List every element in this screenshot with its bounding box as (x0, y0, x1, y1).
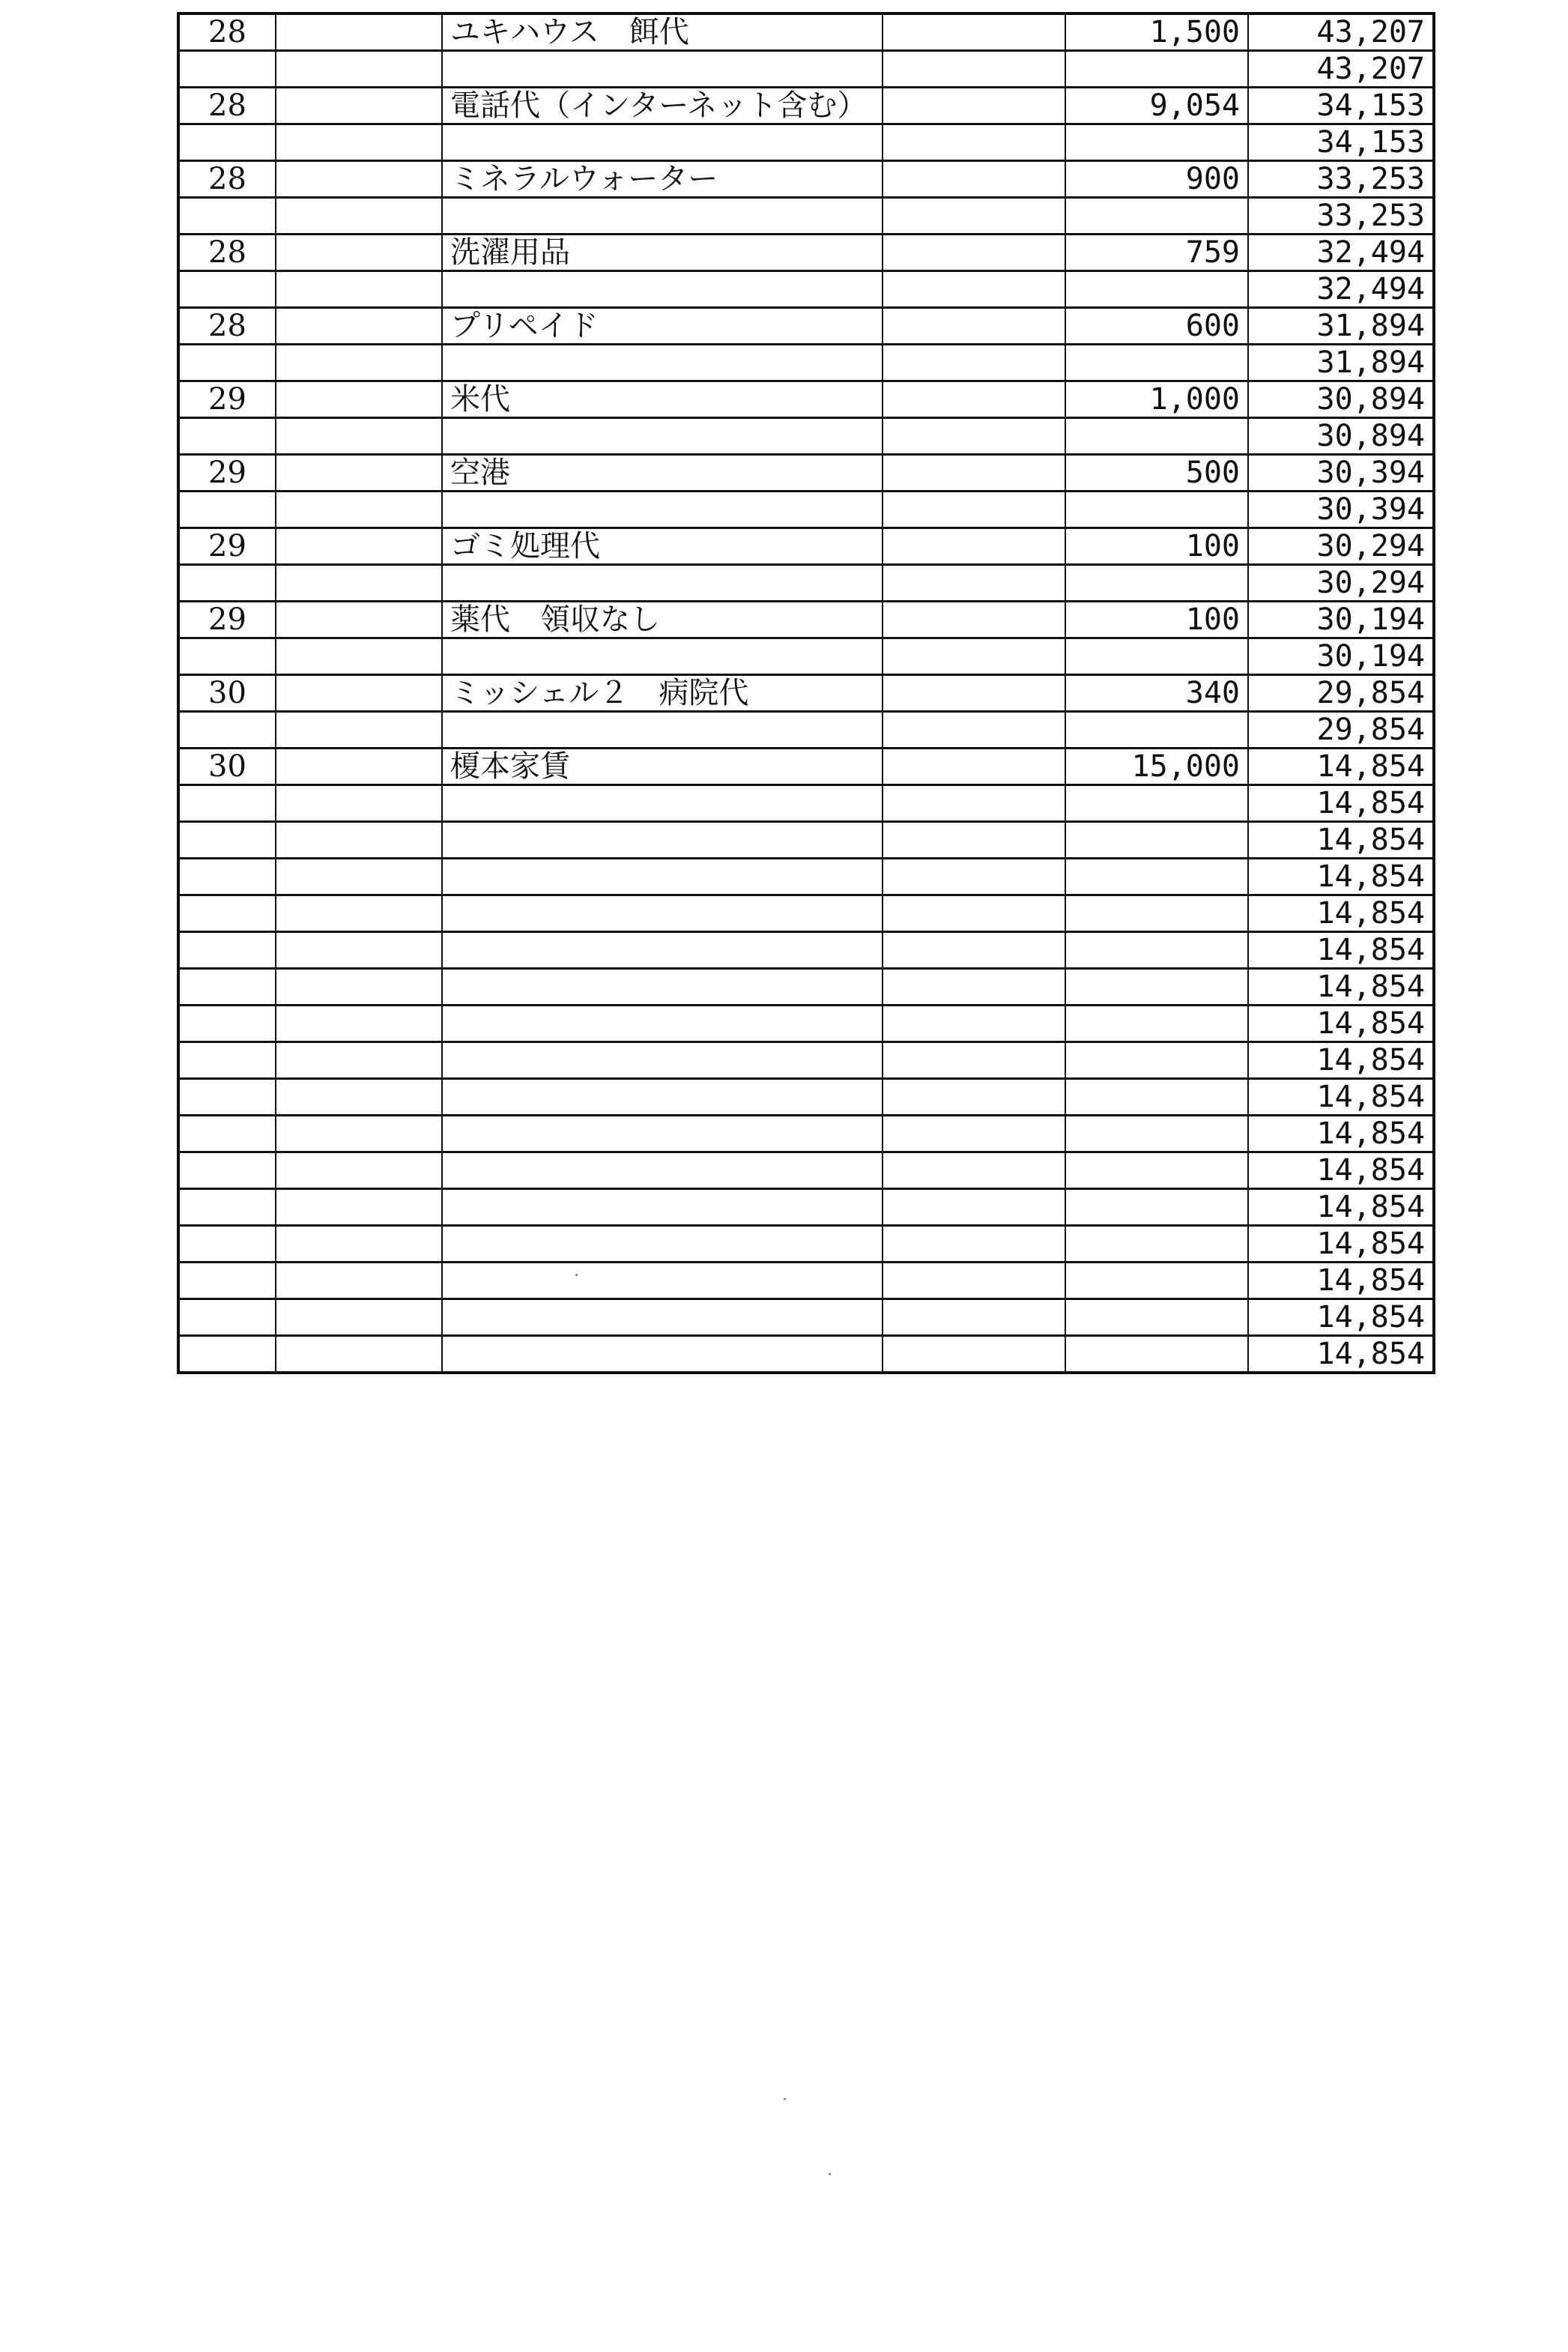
day-cell: 28 (178, 235, 276, 271)
day-cell (178, 1226, 276, 1263)
amount-cell (1065, 895, 1248, 932)
item-cell: ミネラルウォーター (442, 161, 883, 198)
amount-cell (1065, 1226, 1248, 1263)
memo-cell (883, 235, 1065, 271)
memo-cell (883, 124, 1065, 161)
amount-cell (1065, 1152, 1248, 1189)
amount-cell (1065, 1116, 1248, 1152)
balance-cell: 43,207 (1248, 51, 1434, 88)
ledger-row (178, 749, 1434, 785)
balance-cell: 14,854 (1248, 1263, 1434, 1299)
memo-cell (883, 1336, 1065, 1373)
blank-cell (276, 345, 442, 381)
blank-cell (276, 1006, 442, 1042)
balance-cell: 34,153 (1248, 88, 1434, 124)
ledger-row (178, 161, 1434, 198)
balance-cell: 30,194 (1248, 602, 1434, 638)
memo-cell (883, 1299, 1065, 1336)
amount-cell (1065, 271, 1248, 308)
memo-cell (883, 565, 1065, 602)
ledger-row (178, 1226, 1434, 1263)
day-cell: 30 (178, 749, 276, 785)
balance-cell: 14,854 (1248, 1189, 1434, 1226)
amount-cell (1065, 51, 1248, 88)
ledger-row (178, 602, 1434, 638)
blank-cell (276, 675, 442, 712)
blank-cell (276, 51, 442, 88)
blank-cell (276, 1079, 442, 1116)
balance-cell: 30,894 (1248, 418, 1434, 455)
amount-cell (1065, 1006, 1248, 1042)
amount-cell (1065, 712, 1248, 749)
blank-cell (276, 455, 442, 492)
blank-cell (276, 418, 442, 455)
amount-cell: 600 (1065, 308, 1248, 345)
amount-cell (1065, 785, 1248, 822)
blank-cell (276, 235, 442, 271)
day-cell (178, 1006, 276, 1042)
expense-ledger-table (177, 12, 1435, 1374)
amount-cell: 9,054 (1065, 88, 1248, 124)
ledger-row (178, 1189, 1434, 1226)
amount-cell: 1,500 (1065, 13, 1248, 51)
blank-cell (276, 822, 442, 859)
amount-cell (1065, 1299, 1248, 1336)
ledger-row (178, 932, 1434, 969)
ledger-row (178, 528, 1434, 565)
memo-cell (883, 88, 1065, 124)
memo-cell (883, 1152, 1065, 1189)
blank-cell (276, 271, 442, 308)
blank-cell (276, 638, 442, 675)
memo-cell (883, 418, 1065, 455)
day-cell (178, 1152, 276, 1189)
memo-cell (883, 932, 1065, 969)
scan-speck (784, 2098, 786, 2100)
blank-cell (276, 1263, 442, 1299)
memo-cell (883, 13, 1065, 51)
amount-cell (1065, 345, 1248, 381)
ledger-row (178, 51, 1434, 88)
amount-cell (1065, 638, 1248, 675)
ledger-row (178, 492, 1434, 528)
day-cell (178, 969, 276, 1006)
day-cell (178, 345, 276, 381)
ledger-row (178, 418, 1434, 455)
item-cell (442, 1042, 883, 1079)
blank-cell (276, 895, 442, 932)
ledger-row (178, 1336, 1434, 1373)
blank-cell (276, 13, 442, 51)
item-cell (442, 198, 883, 235)
blank-cell (276, 1152, 442, 1189)
day-cell (178, 1189, 276, 1226)
blank-cell (276, 1336, 442, 1373)
blank-cell (276, 308, 442, 345)
memo-cell (883, 308, 1065, 345)
amount-cell (1065, 565, 1248, 602)
day-cell (178, 198, 276, 235)
blank-cell (276, 1226, 442, 1263)
balance-cell: 32,494 (1248, 235, 1434, 271)
blank-cell (276, 749, 442, 785)
scan-speck (829, 2173, 831, 2175)
blank-cell (276, 381, 442, 418)
balance-cell: 29,854 (1248, 712, 1434, 749)
day-cell (178, 895, 276, 932)
day-cell (178, 492, 276, 528)
ledger-row (178, 969, 1434, 1006)
day-cell: 29 (178, 602, 276, 638)
amount-cell (1065, 1079, 1248, 1116)
blank-cell (276, 88, 442, 124)
ledger-row (178, 124, 1434, 161)
day-cell (178, 932, 276, 969)
day-cell: 28 (178, 88, 276, 124)
ledger-row (178, 198, 1434, 235)
blank-cell (276, 785, 442, 822)
blank-cell (276, 1299, 442, 1336)
memo-cell (883, 602, 1065, 638)
memo-cell (883, 1189, 1065, 1226)
blank-cell (276, 124, 442, 161)
balance-cell: 32,494 (1248, 271, 1434, 308)
ledger-row (178, 1079, 1434, 1116)
blank-cell (276, 859, 442, 895)
amount-cell: 15,000 (1065, 749, 1248, 785)
day-cell (178, 1079, 276, 1116)
ledger-row (178, 345, 1434, 381)
day-cell: 29 (178, 455, 276, 492)
item-cell (442, 492, 883, 528)
memo-cell (883, 1006, 1065, 1042)
item-cell: プリペイド (442, 308, 883, 345)
ledger-row (178, 859, 1434, 895)
memo-cell (883, 675, 1065, 712)
blank-cell (276, 1116, 442, 1152)
amount-cell: 340 (1065, 675, 1248, 712)
item-cell (442, 124, 883, 161)
item-cell (442, 822, 883, 859)
blank-cell (276, 712, 442, 749)
amount-cell (1065, 492, 1248, 528)
ledger-row (178, 1116, 1434, 1152)
day-cell (178, 1299, 276, 1336)
balance-cell: 33,253 (1248, 198, 1434, 235)
ledger-row (178, 638, 1434, 675)
item-cell (442, 785, 883, 822)
memo-cell (883, 198, 1065, 235)
item-cell (442, 1079, 883, 1116)
memo-cell (883, 785, 1065, 822)
day-cell (178, 638, 276, 675)
day-cell (178, 859, 276, 895)
balance-cell: 30,294 (1248, 528, 1434, 565)
memo-cell (883, 1042, 1065, 1079)
blank-cell (276, 932, 442, 969)
day-cell (178, 1263, 276, 1299)
amount-cell: 100 (1065, 602, 1248, 638)
day-cell (178, 1336, 276, 1373)
blank-cell (276, 1042, 442, 1079)
blank-cell (276, 528, 442, 565)
day-cell (178, 418, 276, 455)
memo-cell (883, 749, 1065, 785)
memo-cell (883, 1263, 1065, 1299)
item-cell (442, 638, 883, 675)
day-cell (178, 51, 276, 88)
memo-cell (883, 345, 1065, 381)
amount-cell (1065, 1189, 1248, 1226)
amount-cell: 900 (1065, 161, 1248, 198)
balance-cell: 14,854 (1248, 969, 1434, 1006)
ledger-row (178, 271, 1434, 308)
amount-cell (1065, 418, 1248, 455)
ledger-row (178, 712, 1434, 749)
blank-cell (276, 969, 442, 1006)
day-cell: 28 (178, 161, 276, 198)
item-cell (442, 1299, 883, 1336)
item-cell: 薬代 領収なし (442, 602, 883, 638)
amount-cell (1065, 859, 1248, 895)
day-cell (178, 565, 276, 602)
item-cell (442, 932, 883, 969)
memo-cell (883, 822, 1065, 859)
day-cell: 30 (178, 675, 276, 712)
scan-speck (575, 1274, 578, 1276)
balance-cell: 14,854 (1248, 932, 1434, 969)
balance-cell: 14,854 (1248, 1299, 1434, 1336)
balance-cell: 14,854 (1248, 1226, 1434, 1263)
memo-cell (883, 381, 1065, 418)
ledger-body (178, 13, 1434, 1373)
ledger-row (178, 895, 1434, 932)
ledger-row (178, 381, 1434, 418)
day-cell (178, 712, 276, 749)
item-cell (442, 1263, 883, 1299)
amount-cell (1065, 198, 1248, 235)
balance-cell: 30,294 (1248, 565, 1434, 602)
amount-cell (1065, 1263, 1248, 1299)
balance-cell: 30,394 (1248, 455, 1434, 492)
blank-cell (276, 565, 442, 602)
item-cell: ミッシェル２ 病院代 (442, 675, 883, 712)
amount-cell: 1,000 (1065, 381, 1248, 418)
ledger-row (178, 1263, 1434, 1299)
amount-cell (1065, 969, 1248, 1006)
day-cell (178, 124, 276, 161)
blank-cell (276, 602, 442, 638)
ledger-row (178, 675, 1434, 712)
memo-cell (883, 492, 1065, 528)
ledger-row (178, 1299, 1434, 1336)
memo-cell (883, 895, 1065, 932)
item-cell (442, 1006, 883, 1042)
balance-cell: 14,854 (1248, 785, 1434, 822)
ledger-row (178, 308, 1434, 345)
day-cell (178, 1042, 276, 1079)
ledger-row (178, 1152, 1434, 1189)
balance-cell: 33,253 (1248, 161, 1434, 198)
ledger-row (178, 88, 1434, 124)
day-cell: 29 (178, 528, 276, 565)
blank-cell (276, 492, 442, 528)
balance-cell: 29,854 (1248, 675, 1434, 712)
blank-cell (276, 198, 442, 235)
item-cell: 空港 (442, 455, 883, 492)
balance-cell: 14,854 (1248, 1116, 1434, 1152)
item-cell (442, 1116, 883, 1152)
item-cell (442, 565, 883, 602)
item-cell (442, 345, 883, 381)
amount-cell: 100 (1065, 528, 1248, 565)
amount-cell (1065, 1336, 1248, 1373)
day-cell (178, 1116, 276, 1152)
balance-cell: 14,854 (1248, 1006, 1434, 1042)
item-cell (442, 418, 883, 455)
memo-cell (883, 161, 1065, 198)
balance-cell: 30,194 (1248, 638, 1434, 675)
amount-cell (1065, 124, 1248, 161)
memo-cell (883, 271, 1065, 308)
balance-cell: 43,207 (1248, 13, 1434, 51)
memo-cell (883, 712, 1065, 749)
balance-cell: 14,854 (1248, 1079, 1434, 1116)
memo-cell (883, 1226, 1065, 1263)
item-cell: 電話代（インターネット含む） (442, 88, 883, 124)
day-cell (178, 822, 276, 859)
item-cell (442, 969, 883, 1006)
balance-cell: 14,854 (1248, 1042, 1434, 1079)
balance-cell: 14,854 (1248, 895, 1434, 932)
item-cell (442, 1189, 883, 1226)
ledger-row (178, 785, 1434, 822)
balance-cell: 14,854 (1248, 1152, 1434, 1189)
balance-cell: 14,854 (1248, 749, 1434, 785)
amount-cell: 759 (1065, 235, 1248, 271)
ledger-row (178, 455, 1434, 492)
ledger-row (178, 13, 1434, 51)
item-cell (442, 1336, 883, 1373)
amount-cell (1065, 822, 1248, 859)
item-cell (442, 859, 883, 895)
day-cell (178, 785, 276, 822)
memo-cell (883, 528, 1065, 565)
item-cell (442, 895, 883, 932)
blank-cell (276, 161, 442, 198)
item-cell (442, 1152, 883, 1189)
memo-cell (883, 859, 1065, 895)
item-cell: 米代 (442, 381, 883, 418)
memo-cell (883, 455, 1065, 492)
day-cell (178, 271, 276, 308)
blank-cell (276, 1189, 442, 1226)
amount-cell (1065, 932, 1248, 969)
item-cell: 榎本家賃 (442, 749, 883, 785)
ledger-row (178, 1042, 1434, 1079)
balance-cell: 34,153 (1248, 124, 1434, 161)
memo-cell (883, 1079, 1065, 1116)
memo-cell (883, 51, 1065, 88)
amount-cell (1065, 1042, 1248, 1079)
day-cell: 29 (178, 381, 276, 418)
balance-cell: 14,854 (1248, 1336, 1434, 1373)
balance-cell: 14,854 (1248, 859, 1434, 895)
item-cell: ユキハウス 餌代 (442, 13, 883, 51)
item-cell: ゴミ処理代 (442, 528, 883, 565)
ledger-row (178, 235, 1434, 271)
item-cell: 洗濯用品 (442, 235, 883, 271)
item-cell (442, 1226, 883, 1263)
ledger-row (178, 822, 1434, 859)
item-cell (442, 271, 883, 308)
day-cell: 28 (178, 308, 276, 345)
balance-cell: 14,854 (1248, 822, 1434, 859)
balance-cell: 31,894 (1248, 345, 1434, 381)
memo-cell (883, 638, 1065, 675)
ledger-row (178, 1006, 1434, 1042)
balance-cell: 30,394 (1248, 492, 1434, 528)
memo-cell (883, 1116, 1065, 1152)
day-cell: 28 (178, 13, 276, 51)
item-cell (442, 51, 883, 88)
ledger-row (178, 565, 1434, 602)
item-cell (442, 712, 883, 749)
memo-cell (883, 969, 1065, 1006)
amount-cell: 500 (1065, 455, 1248, 492)
balance-cell: 30,894 (1248, 381, 1434, 418)
balance-cell: 31,894 (1248, 308, 1434, 345)
